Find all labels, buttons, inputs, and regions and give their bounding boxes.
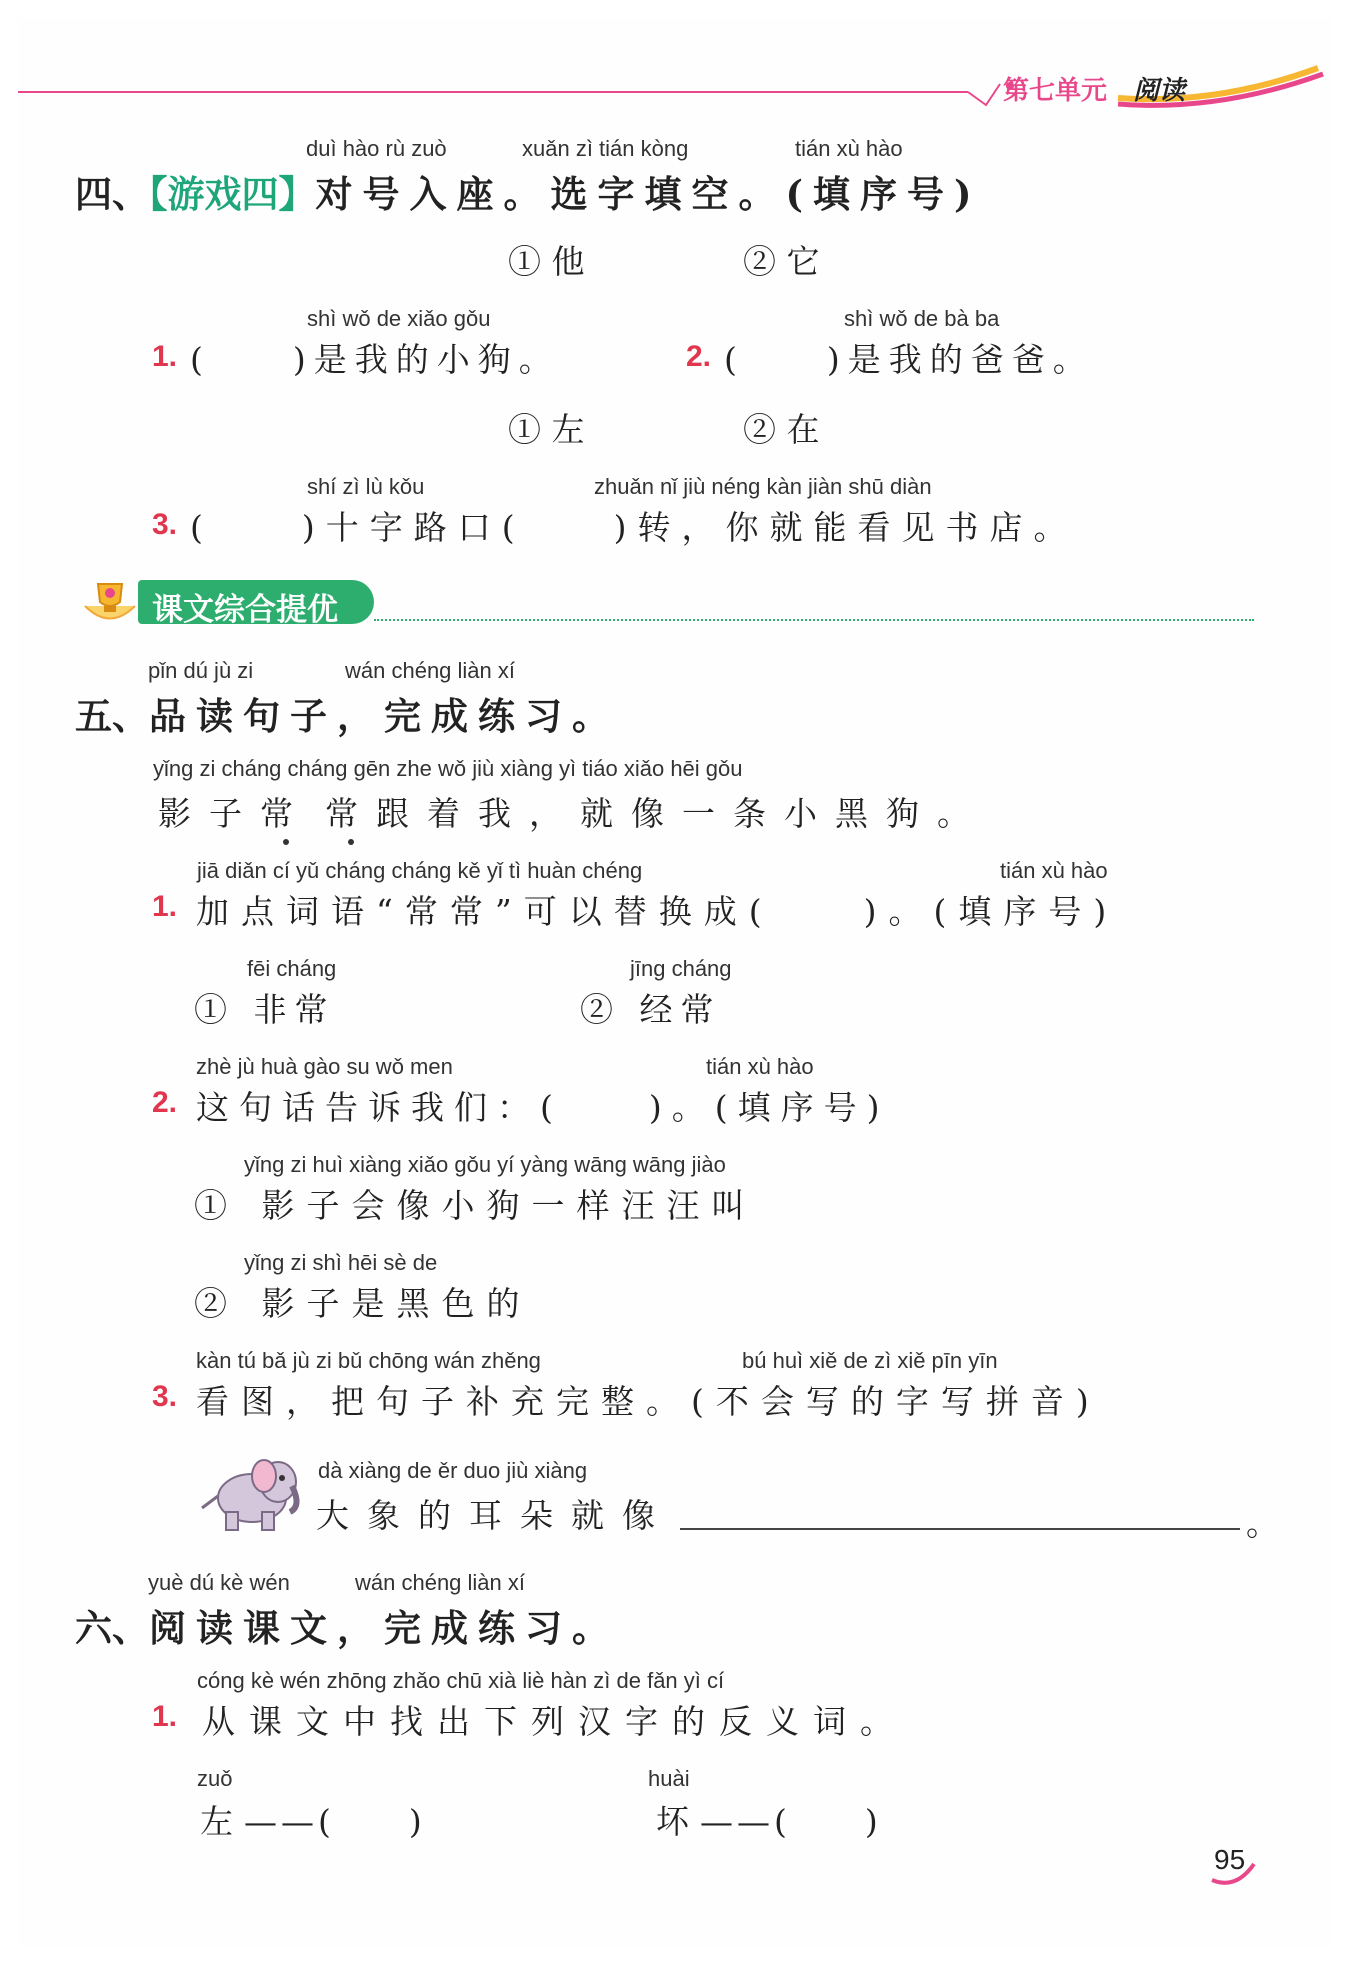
q5-q3-answer-pinyin: dà xiàng de ěr duo jiù xiàng [318,1458,588,1483]
q5-q2-text: 这句话告诉我们：( )。(填序号) [196,1088,890,1127]
q5-title: 品读句子，完成练习。 [149,694,619,738]
q5-q3-pinyin-2: bú huì xiě de zì xiě pīn yīn [742,1348,998,1373]
q6-q1-text: 从课文中找出下列汉字的反义词。 [202,1702,907,1741]
q5-sentence-part1: 影子 [158,794,260,833]
q6-pair2-char: 坏 [656,1802,689,1841]
q5-q1-text: 加点词语“常常”可以替换成( )。(填序号) [196,892,1119,931]
unit-label: 第七单元 [1003,76,1108,106]
q4-item2-number: 2. [686,340,712,373]
q6-title: 阅读课文，完成练习。 [149,1606,619,1650]
q6-title-pinyin-2: wán chéng liàn xí [355,1570,525,1595]
q5-q2-option1-pinyin: yǐng zi huì xiàng xiǎo gǒu yí yàng wāng wāng jiào [244,1152,726,1177]
q5-sentence-part2: 跟着我，就像一条小黑狗。 [376,794,988,833]
q4-option-zuo: ① 左 [508,410,585,449]
q4-item2-text: ( )是我的爸爸。 [724,340,1094,379]
q4-game-tag: 【游戏四】 [149,172,316,216]
q6-pair2-pinyin: huài [648,1766,690,1791]
q5-title-pinyin-1: pǐn dú jù zi [148,658,254,683]
q5-q2-pinyin: zhè jù huà gào su wǒ men [196,1054,453,1079]
q6-number: 六、 [75,1606,149,1650]
q6-pair2-blank[interactable]: ——( ) [700,1802,882,1841]
q6-pair1-blank[interactable]: ——( ) [244,1802,426,1841]
q5-sentence [158,788,988,835]
q5-q1-number: 1. [152,890,178,923]
q5-q2-option2-pinyin: yǐng zi shì hēi sè de [244,1250,438,1275]
q5-q3-number: 3. [152,1380,178,1413]
q4-item2-pinyin: shì wǒ de bà ba [844,306,1000,331]
page-number: 95 [1214,1844,1246,1875]
q6-q1-number: 1. [152,1700,178,1733]
q4-option-ta-he: ① 他 [508,242,585,281]
q6-heading [75,1598,619,1652]
q4-title: 对号入座。选字填空。(填序号) [315,172,982,216]
q5-q2-number: 2. [152,1086,178,1119]
q4-heading [75,164,982,218]
q5-dotted-char-2: 常 [325,788,376,835]
q5-heading [75,686,619,740]
workbook-page [18,18,1332,1946]
q5-q3-text: 看图，把句子补充完整。(不会写的字写拼音) [196,1382,1101,1421]
q4-title-pinyin-2: xuǎn zì tián kòng [522,136,689,161]
q4-item3-pinyin-2: zhuǎn nǐ jiù néng kàn jiàn shū diàn [594,474,932,499]
q5-q1-option1-pinyin: fēi cháng [247,956,337,981]
q4-item1-number: 1. [152,340,178,373]
q5-q1-option1: ① 非常 [194,990,336,1029]
q4-item1-text: ( )是我的小狗。 [190,340,560,379]
q5-q1-option2: ② 经常 [580,990,722,1029]
q5-q1-pinyin: jiā diǎn cí yǔ cháng cháng kě yǐ tì huàn chéng [197,858,643,883]
q6-pair1-pinyin: zuǒ [197,1766,233,1791]
q4-option-ta-it: ② 它 [743,242,820,281]
q5-q2-option2: ② 影子是黑色的 [194,1284,532,1323]
q5-q3-answer-line[interactable] [680,1528,1240,1530]
q4-item3-text: ( )十字路口( )转，你就能看见书店。 [190,508,1078,547]
section-label: 阅读 [1133,76,1186,106]
q6-pair1-char: 左 [200,1802,233,1841]
q5-q3-period: 。 [1246,1504,1279,1543]
q4-option-zai: ② 在 [743,410,820,449]
q5-number: 五、 [75,694,149,738]
q6-q1-pinyin: cóng kè wén zhōng zhǎo chū xià liè hàn zì de fǎn yì cí [197,1668,725,1693]
q4-number: 四、 [75,172,149,216]
q4-item3-number: 3. [152,508,178,541]
elephant-icon [194,1446,304,1536]
q4-title-pinyin-1: duì hào rù zuò [306,136,447,161]
q5-q3-pinyin: kàn tú bǎ jù zi bǔ chōng wán zhěng [196,1348,541,1373]
q5-title-pinyin-2: wán chéng liàn xí [345,658,515,683]
q5-q3-answer-prefix: 大象的耳朵就像 [316,1496,673,1535]
trophy-icon [80,576,140,626]
q5-sentence-pinyin: yǐng zi cháng cháng gēn zhe wǒ jiù xiàng yì tiáo xiǎo hēi gǒu [153,756,743,781]
q5-q2-pinyin-2: tián xù hào [706,1054,814,1079]
q6-title-pinyin-1: yuè dú kè wén [148,1570,290,1595]
q4-title-pinyin-3: tián xù hào [795,136,903,161]
q5-q2-option1: ① 影子会像小狗一样汪汪叫 [194,1186,757,1225]
banner-dotted-line [374,619,1254,621]
q5-dotted-char-1: 常 [260,788,311,835]
q4-item3-pinyin-1: shí zì lù kǒu [307,474,425,499]
q5-q1-option2-pinyin: jīng cháng [630,956,732,981]
q4-item1-pinyin: shì wǒ de xiǎo gǒu [307,306,491,331]
banner-title: 课文综合提优 [152,592,338,628]
q5-q1-pinyin-2: tián xù hào [1000,858,1108,883]
